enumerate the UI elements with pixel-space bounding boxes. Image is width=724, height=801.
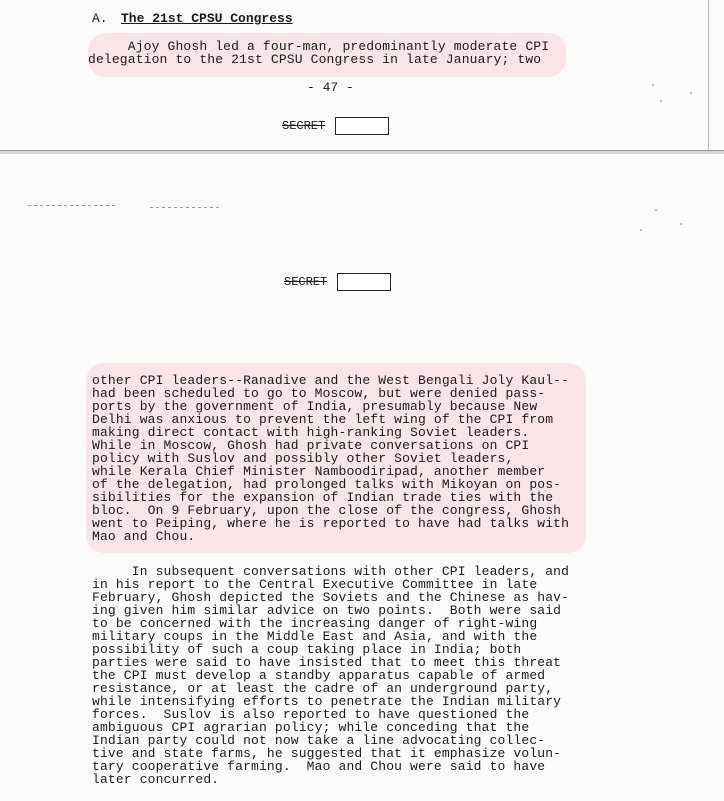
paragraph-line: bloc. On 9 February, upon the close of the congress, Ghosh	[92, 503, 562, 518]
paragraph-line: later concurred.	[92, 772, 220, 787]
paragraph-line: in his report to the Central Executive Committee in late	[92, 577, 538, 592]
scan-speck	[690, 92, 692, 94]
scan-speck	[640, 229, 642, 231]
paragraph-line: went to Peiping, where he is reported to have had talks with	[92, 516, 570, 531]
scan-artifact-line	[28, 205, 118, 206]
scan-speck	[680, 223, 682, 225]
paragraph-line: ports by the government of India, presumably because New	[92, 399, 538, 414]
redaction-box	[335, 117, 389, 135]
paragraph-line: other CPI leaders--Ranadive and the West Bengali Joly Kaul--	[92, 373, 570, 388]
paragraph-line: had been scheduled to go to Moscow, but were denied pass-	[92, 386, 546, 401]
top-paragraph-line: delegation to the 21st CPSU Congress in late January; two	[88, 52, 542, 67]
scan-artifact-line	[150, 207, 220, 208]
secret-stamp-text: SECRET	[284, 275, 328, 289]
secret-marking	[282, 119, 325, 133]
paragraph-line: ambiguous CPI agrarian policy; while conceding that the	[92, 720, 530, 735]
scan-speck	[655, 209, 657, 211]
paragraph-line: policy with Suslov and possibly other Soviet leaders,	[92, 451, 514, 466]
paragraph-line: tive and state farms, he suggested that it emphasize volun-	[92, 746, 562, 761]
paragraph-line: sibilities for the expansion of Indian trade ties with the	[92, 490, 554, 505]
paragraph-line: forces. Suslov is also reported to have questioned the	[92, 707, 530, 722]
paragraph-line: while Kerala Chief Minister Namboodiripad, another member	[92, 464, 546, 479]
section-number: A.	[92, 11, 108, 26]
page-edge-line	[708, 0, 709, 150]
paragraph-line: Delhi was anxious to prevent the left wing of the CPI from	[92, 412, 554, 427]
paragraph-line: the CPI must develop a standby apparatus capable of armed	[92, 668, 546, 683]
secret-marking	[284, 275, 327, 289]
paragraph-line: resistance, or at least the cadre of an underground party,	[92, 681, 554, 696]
top-paragraph-line: Ajoy Ghosh led a four-man, predominantly moderate CPI	[88, 39, 550, 54]
paragraph-line: In subsequent conversations with other CPI leaders, and	[92, 564, 570, 579]
document-page-top	[0, 0, 724, 151]
paragraph-line: February, Ghosh depicted the Soviets and the Chinese as hav-	[92, 590, 570, 605]
page-number: - 47 -	[307, 80, 354, 95]
secret-stamp-text: SECRET	[282, 119, 326, 133]
paragraph-line: Mao and Chou.	[92, 529, 196, 544]
paragraph-line: While in Moscow, Ghosh had private conversations on CPI	[92, 438, 530, 453]
paragraph-line: tary cooperative farming. Mao and Chou were said to have	[92, 759, 546, 774]
scan-speck	[660, 100, 662, 102]
paragraph-line: making direct contact with high-ranking Soviet leaders.	[92, 425, 530, 440]
paragraph-line: parties were said to have insisted that to meet this threat	[92, 655, 562, 670]
paragraph-line: military coups in the Middle East and Asia, and with the	[92, 629, 538, 644]
document-page-bottom	[0, 154, 724, 801]
section-title: The 21st CPSU Congress	[121, 11, 293, 26]
paragraph-line: to be concerned with the increasing danger of right-wing	[92, 616, 538, 631]
redaction-box	[337, 273, 391, 291]
paragraph-line: while intensifying efforts to penetrate the Indian military	[92, 694, 562, 709]
paragraph-line: possibility of such a coup taking place in India; both	[92, 642, 522, 657]
scan-speck	[652, 84, 654, 86]
paragraph-line: ing given him similar advice on two points. Both were said	[92, 603, 562, 618]
paragraph-line: of the delegation, had prolonged talks with Mikoyan on pos-	[92, 477, 562, 492]
paragraph-line: Indian party could not now take a line advocating collec-	[92, 733, 546, 748]
